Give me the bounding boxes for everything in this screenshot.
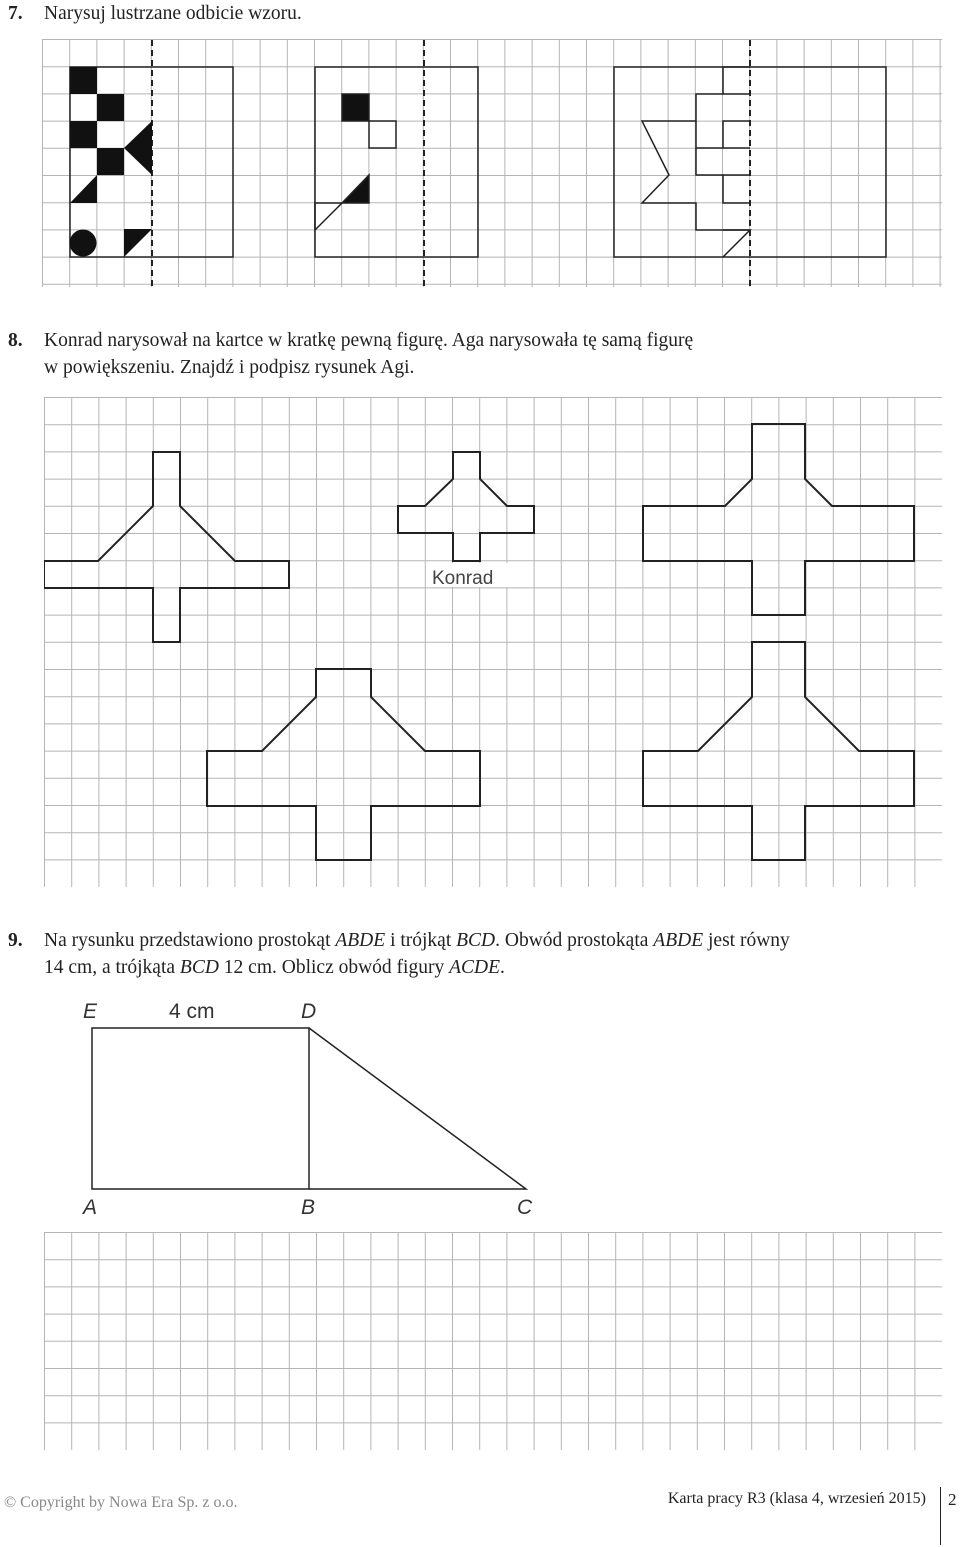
task-8-grid [44,397,942,887]
text-part: ABDE [653,930,704,951]
pattern-2 [315,94,396,230]
text-part: . [500,957,505,978]
label-d: D [301,1000,317,1023]
task-text-line-1: Konrad narysował na kartce w kratkę pewną figurę. Aga narysowała tę samą figurę [44,330,694,351]
task-9-answer-grid[interactable] [44,1232,942,1450]
task-number: 7. [8,3,23,24]
konrad-label: Konrad [432,568,494,589]
task-9-figure [0,990,960,1230]
text-part: 12 cm. Oblicz obwód figury [218,957,450,978]
label-length: 4 cm [169,1000,215,1023]
task-text-line-2: w powiększeniu. Znajdź i podpisz rysunek Agi. [44,357,415,378]
pattern-1 [70,67,153,257]
task-7-heading [8,0,302,27]
text-part: ABDE [335,930,386,951]
copyright: © Copyright by Nowa Era Sp. z o.o. [4,1494,238,1511]
task-number: 8. [8,330,23,351]
figure-a [44,452,289,642]
label-c: C [517,1196,533,1219]
task-number: 9. [8,930,23,951]
text-part: i trójkąt [385,930,457,951]
text-part: Na rysunku przedstawiono prostokąt [44,930,336,951]
text-part: . Obwód prostokąta [495,930,654,951]
task-7-grid [42,39,942,287]
text-part: BCD [456,930,496,951]
task-8-heading [8,327,693,381]
footer-divider [940,1487,941,1545]
page-number: 2 [948,1490,957,1509]
task-text: Narysuj lustrzane odbicie wzoru. [44,3,302,24]
sheet-title: Karta pracy R3 (klasa 4, wrzesień 2015) [667,1490,926,1507]
text-part: 14 cm, a trójkąta [44,957,180,978]
text-part: BCD [179,957,219,978]
triangle-bcd [309,1028,526,1189]
text-part: jest równy [703,930,790,951]
label-b: B [301,1196,316,1219]
text-part: ACDE [449,957,501,978]
label-e: E [83,1000,98,1023]
pattern-3 [642,67,750,257]
task-9-heading [8,927,790,981]
rectangle-abde [92,1028,309,1189]
label-a: A [83,1196,98,1219]
